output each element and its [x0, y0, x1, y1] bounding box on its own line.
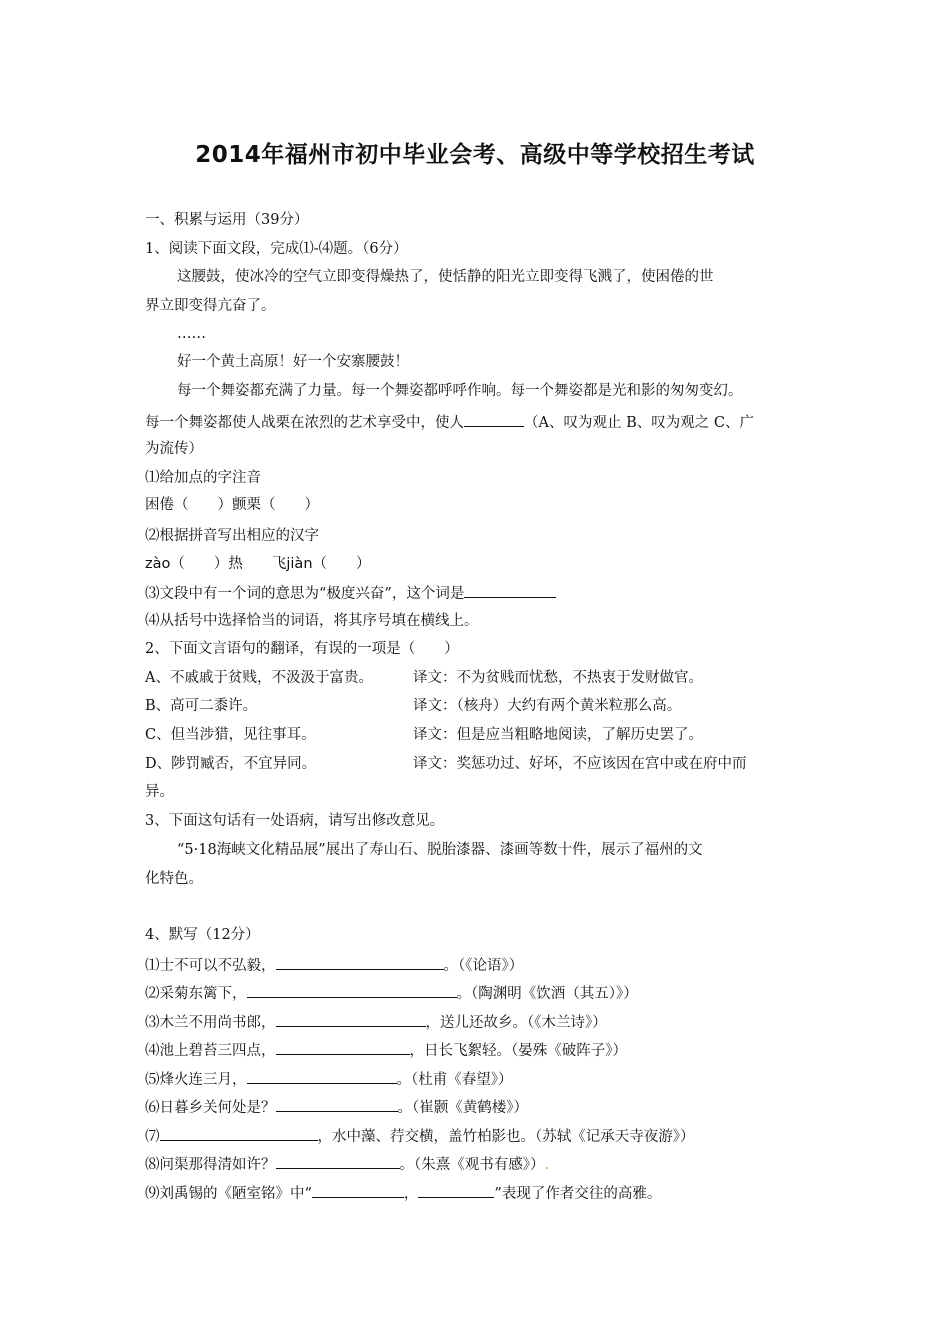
q4-item-5-blank[interactable]	[247, 1069, 397, 1084]
q4-item-9-blank-1[interactable]	[312, 1183, 404, 1198]
q1-sub2: ⑵根据拼音写出相应的汉字	[145, 528, 319, 544]
q4-item-9-post: ”表现了作者交往的高雅。	[494, 1186, 662, 1202]
q4-item-4-pre: ⑷池上碧苔三四点，	[145, 1043, 276, 1059]
q2-option-c-text: C、但当涉猎，见往事耳。	[145, 727, 316, 743]
q1-para3-line2-text: 每一个舞姿都使人战栗在浓烈的艺术享受中，使人	[145, 415, 464, 431]
q4-item-3-pre: ⑶木兰不用尚书郎，	[145, 1015, 276, 1031]
q1-para2: 好一个黄土高原！好一个安寨腰鼓！	[177, 354, 409, 370]
q4-item-7-blank[interactable]	[160, 1126, 318, 1141]
q1-para1-line1: 这腰鼓，使冰冷的空气立即变得燥热了，使恬静的阳光立即变得飞溅了，使困倦的世	[177, 269, 714, 285]
q4-item-5-pre: ⑸烽火连三月，	[145, 1072, 247, 1088]
q2-stem: 2、下面文言语句的翻译，有误的一项是（ ）	[145, 641, 459, 657]
q4-item-2-blank[interactable]	[247, 983, 457, 998]
q4-item-4-post: ，日长飞絮轻。（晏殊《破阵子》）	[409, 1043, 627, 1059]
q4-item-5-post: 。（杜甫《春望》）	[396, 1072, 513, 1088]
q1-sub1: ⑴给加点的字注音	[145, 470, 261, 486]
q4-item-8-pre: ⑻问渠那得清如许？	[145, 1157, 276, 1173]
q4-item-1-blank[interactable]	[276, 955, 444, 970]
q4-item-9	[145, 1183, 661, 1203]
q1-fill-blank[interactable]	[464, 412, 524, 427]
q4-item-6-blank[interactable]	[276, 1097, 398, 1112]
q4-item-2-pre: ⑵采菊东篱下，	[145, 986, 247, 1002]
q2-option-d	[145, 755, 805, 773]
q4-item-8	[145, 1154, 549, 1174]
q2-option-a-translation: 译文：不为贫贱而忧愁，不热衷于发财做官。	[413, 670, 703, 686]
q1-sub1-answer: 困倦（ ）颤栗（ ）	[145, 497, 319, 513]
q1-sub2-mid: （ ）热 飞	[170, 556, 287, 572]
q4-item-6	[145, 1097, 528, 1117]
q4-item-5	[145, 1069, 513, 1089]
q3-line2: 化特色。	[145, 871, 203, 887]
q4-item-4-blank[interactable]	[276, 1040, 410, 1055]
q1-sub4: ⑷从括号中选择恰当的词语，将其序号填在横线上。	[145, 613, 479, 629]
q1-sub3-text: ⑶文段中有一个词的意思为“极度兴奋”，这个词是	[145, 586, 465, 602]
q2-option-d-cont: 异。	[145, 784, 174, 800]
q1-sub3	[145, 583, 556, 603]
q4-item-3-blank[interactable]	[276, 1012, 426, 1027]
q4-item-1-post: 。（《论语》）	[443, 958, 524, 974]
q4-item-8-post: 。（朱熹《观书有感》）	[399, 1157, 545, 1173]
q3-line1: “5·18海峡文化精品展”展出了寿山石、脱胎漆器、漆画等数十件，展示了福州的文	[177, 842, 703, 858]
q4-item-2	[145, 983, 638, 1003]
q4-item-9-pre: ⑼刘禹锡的《陋室铭》中“	[145, 1186, 312, 1202]
q2-option-b-text: B、高可二黍许。	[145, 698, 258, 714]
q2-option-d-text: D、陟罚臧否，不宜异同。	[145, 756, 317, 772]
q1-para3-line3: 为流传）	[145, 441, 203, 457]
page-title: 2014年福州市初中毕业会考、高级中等学校招生考试	[195, 142, 755, 168]
q4-item-7-pre: ⑺	[145, 1129, 160, 1145]
q1-para3-options: （A、叹为观止 B、叹为观之 C、广	[524, 415, 754, 431]
q4-item-6-pre: ⑹日暮乡关何处是？	[145, 1100, 276, 1116]
q4-item-7	[145, 1126, 695, 1146]
q1-sub2-answer	[145, 555, 371, 573]
q4-item-2-post: 。（陶渊明《饮酒（其五）》）	[456, 986, 638, 1002]
q1-stem: 1、阅读下面文段，完成⑴-⑷题。（6分）	[145, 241, 408, 257]
q4-stem: 4、默写（12分）	[145, 927, 260, 943]
q1-para3-line1: 每一个舞姿都充满了力量。每一个舞姿都呼呼作响。每一个舞姿都是光和影的匆匆变幻。	[177, 383, 743, 399]
q4-item-7-post: ，水中藻、荇交横，盖竹柏影也。（苏轼《记承天寺夜游》）	[317, 1129, 695, 1145]
q4-item-4	[145, 1040, 627, 1060]
q4-item-3-post: ，送儿还故乡。（《木兰诗》）	[425, 1015, 607, 1031]
q2-option-c	[145, 726, 805, 744]
q4-item-9-blank-2[interactable]	[418, 1183, 494, 1198]
section-heading: 一、积累与运用（39分）	[145, 212, 309, 228]
q2-option-a	[145, 669, 805, 687]
q4-item-1-pre: ⑴士不可以不弘毅，	[145, 958, 276, 974]
pinyin-zao: zào	[145, 556, 171, 572]
q1-sub3-blank[interactable]	[464, 583, 556, 598]
q2-option-b-translation: 译文：（核舟）大约有两个黄米粒那么高。	[413, 698, 682, 714]
q4-item-1	[145, 955, 523, 975]
pinyin-jian: jiàn	[286, 556, 313, 572]
q3-stem: 3、下面这句话有一处语病，请写出修改意见。	[145, 813, 445, 829]
q1-ellipsis: ……	[177, 326, 206, 342]
q1-sub2-end: （ ）	[312, 556, 371, 572]
q2-option-a-text: A、不戚戚于贫贱，不汲汲于富贵。	[145, 670, 373, 686]
q1-para3-line2	[145, 412, 754, 432]
q4-item-6-post: 。（崔颢《黄鹤楼》）	[397, 1100, 528, 1116]
stray-dot-mark: .	[544, 1157, 550, 1173]
q2-option-d-translation: 译文：奖惩功过、好坏，不应该因在宫中或在府中而	[413, 756, 747, 772]
q1-para1-line2: 界立即变得亢奋了。	[145, 298, 276, 314]
q4-item-3	[145, 1012, 607, 1032]
q4-item-8-blank[interactable]	[276, 1154, 400, 1169]
q2-option-b	[145, 697, 805, 715]
q4-item-9-mid: ，	[403, 1186, 419, 1202]
q2-option-c-translation: 译文：但是应当粗略地阅读，了解历史罢了。	[413, 727, 703, 743]
